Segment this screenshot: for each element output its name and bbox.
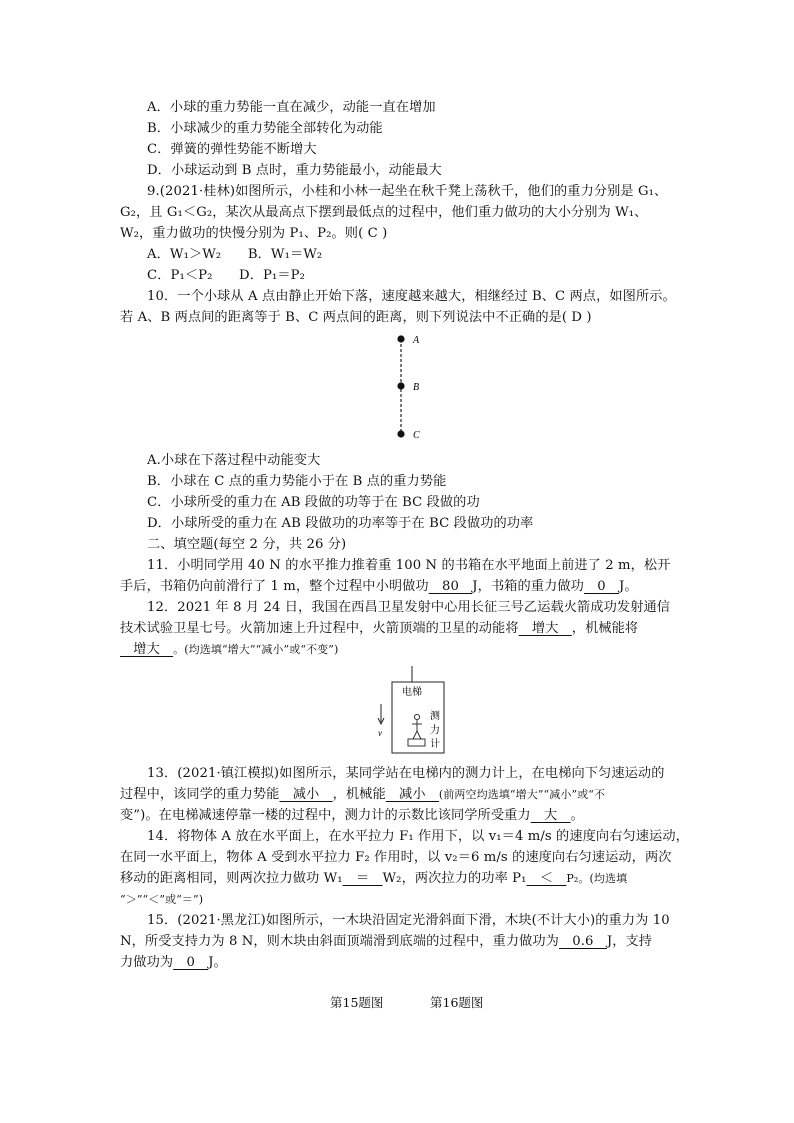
meter-label-char1: 测 [430, 711, 440, 722]
q11-text-c: J。 [619, 579, 638, 594]
q9-stem-line1: 9.(2021·桂林)如图所示，小桂和小林一起坐在秋千凳上荡秋千，他们的重力分别是 G₁、 [147, 184, 668, 199]
q11-answer-2: 0 [583, 579, 620, 594]
q8-option-a: A．小球的重力势能一直在减少，动能一直在增加 [147, 100, 436, 115]
q14-stem-line3 [120, 869, 627, 889]
scale-box [408, 739, 425, 746]
q10-stem-line2: 若 A、B 两点间的距离等于 B、C 两点间的距离，则下列说法中不正确的是( D ) [120, 310, 592, 325]
q13-answer-2: 减小 [385, 787, 439, 802]
q14-text-b: W₂，两次拉力的功率 P₁ [382, 871, 527, 886]
velocity-label: v [378, 728, 382, 738]
q9-options-ab: A．W₁＞W₂ B．W₁＝W₂ [147, 247, 323, 262]
q13-text-c: (前两空均选填“增大”“减小”或“不 [438, 788, 606, 801]
q11-text-a: 手后，书箱仍向前滑行了 1 m，整个过程中小明做功 [120, 579, 429, 594]
section-title-fill-in: 二、填空题(每空 2 分，共 26 分) [147, 537, 347, 552]
q11-text-b: J，书箱的重力做功 [472, 579, 584, 594]
elevator-figure [372, 664, 452, 756]
fig16-caption: 第16题图 [430, 995, 484, 1010]
q13-stem-line3 [120, 806, 584, 826]
q13-answer-1: 减小 [279, 787, 333, 802]
person-head [414, 714, 419, 719]
q14-stem-line2: 在同一水平面上，物体 A 受到水平拉力 F₂ 作用时，以 v₂＝6 m/s 的速度向右匀速运动，两次 [120, 850, 672, 865]
q10-option-a: A.小球在下落过程中动能变大 [147, 453, 321, 468]
q13-answer-3: 大 [530, 808, 571, 823]
q13-text-b: ，机械能 [332, 787, 386, 802]
q15-answer-1: 0.6 [558, 934, 607, 949]
meter-label-char3: 计 [430, 739, 440, 750]
q13-text-d: 变”)。在电梯减速停靠一楼的过程中，测力计的示数比该同学所受重力 [120, 808, 531, 823]
q13-stem-line1: 13．(2021·镇江模拟)如图所示，某同学站在电梯内的测力计上，在电梯向下匀速运动的 [147, 766, 665, 781]
q15-text-a: N，所受支持力为 8 N，则木块由斜面顶端滑到底端的过程中，重力做功为 [120, 934, 559, 949]
q12-stem-line1: 12．2021 年 8 月 24 日，我国在西昌卫星发射中心用长征三号乙运载火箭成功发射通信 [147, 600, 671, 615]
q14-answer-1: ＝ [342, 871, 383, 886]
person-legs [413, 731, 421, 739]
q11-stem-line1: 11．小明同学用 40 N 的水平推力推着重 100 N 的书箱在水平地面上前进了 2 m，松开 [147, 558, 671, 573]
q15-text-d: J。 [208, 955, 227, 970]
point-a-label: A [413, 335, 420, 346]
q13-stem-line2 [120, 785, 605, 805]
q15-text-c: 力做功为 [120, 955, 174, 970]
point-b-dot [397, 382, 404, 389]
q11-stem-line2 [120, 577, 638, 597]
q15-answer-2: 0 [173, 955, 209, 970]
q14-stem-line4: “＞”“＜”或“＝”) [120, 893, 204, 906]
q12-text-a: 技术试验卫星七号。火箭加速上升过程中，火箭顶端的卫星的动能将 [120, 621, 519, 636]
q14-text-c: P₂。(均选填 [566, 872, 628, 885]
q8-option-c: C．弹簧的弹性势能不断增大 [147, 142, 317, 157]
q10-option-b: B．小球在 C 点的重力势能小于在 B 点的重力势能 [147, 474, 447, 489]
q15-stem-line3 [120, 953, 227, 973]
q15-stem-line2 [120, 932, 652, 952]
point-b-label: B [413, 382, 420, 393]
q15-text-b: J，支持 [606, 934, 653, 949]
q12-text-b: ，机械能将 [571, 621, 639, 636]
fig15-caption: 第15题图 [330, 995, 384, 1010]
q9-options-cd: C．P₁＜P₂ D．P₁＝P₂ [147, 268, 306, 283]
q9-stem-line2: G₂，且 G₁＜G₂，某次从最高点下摆到最低点的过程中，他们重力做功的大小分别为 W₁、 [120, 205, 648, 220]
q15-stem-line1: 15．(2021·黑龙江)如图所示，一木块沿固定光滑斜面下滑，木块(不计大小)的重力为 10 [147, 913, 670, 928]
q11-answer-1: 80 [428, 579, 473, 594]
falling-ball-figure [390, 330, 440, 442]
meter-label-char2: 力 [430, 725, 440, 736]
q12-answer-1: 增大 [518, 621, 572, 636]
q13-text-e: 。 [570, 808, 584, 823]
q12-stem-line3 [120, 640, 338, 660]
q8-option-d: D．小球运动到 B 点时，重力势能最小，动能最大 [147, 163, 442, 178]
point-c-label: C [413, 430, 420, 441]
q12-text-c: 。(均选填“增大”“减小”或“不变”) [173, 643, 339, 656]
q12-answer-2: 增大 [120, 642, 174, 657]
point-a-dot [397, 335, 404, 342]
elevator-label: 电梯 [402, 687, 422, 698]
q10-stem-line1: 10．一个小球从 A 点由静止开始下落，速度越来越大，相继经过 B、C 两点，如图所示。 [147, 289, 676, 304]
q9-stem-line3: W₂，重力做功的快慢分别为 P₁、P₂。则( C ) [120, 226, 388, 241]
q8-option-b: B．小球减少的重力势能全部转化为动能 [147, 121, 383, 136]
q14-stem-line1: 14．将物体 A 放在水平面上，在水平拉力 F₁ 作用下，以 v₁＝4 m/s 的速度向右匀速运动， [147, 829, 689, 844]
point-c-dot [397, 430, 404, 437]
q14-answer-2: ＜ [526, 871, 567, 886]
q13-text-a: 过程中，该同学的重力势能 [120, 787, 280, 802]
q14-text-a: 移动的距离相同，则两次拉力做功 W₁ [120, 871, 343, 886]
q10-option-c: C．小球所受的重力在 AB 段做的功等于在 BC 段做的功 [147, 495, 480, 510]
q10-option-d: D．小球所受的重力在 AB 段做功的功率等于在 BC 段做功的功率 [147, 516, 534, 531]
q12-stem-line2 [120, 619, 638, 639]
